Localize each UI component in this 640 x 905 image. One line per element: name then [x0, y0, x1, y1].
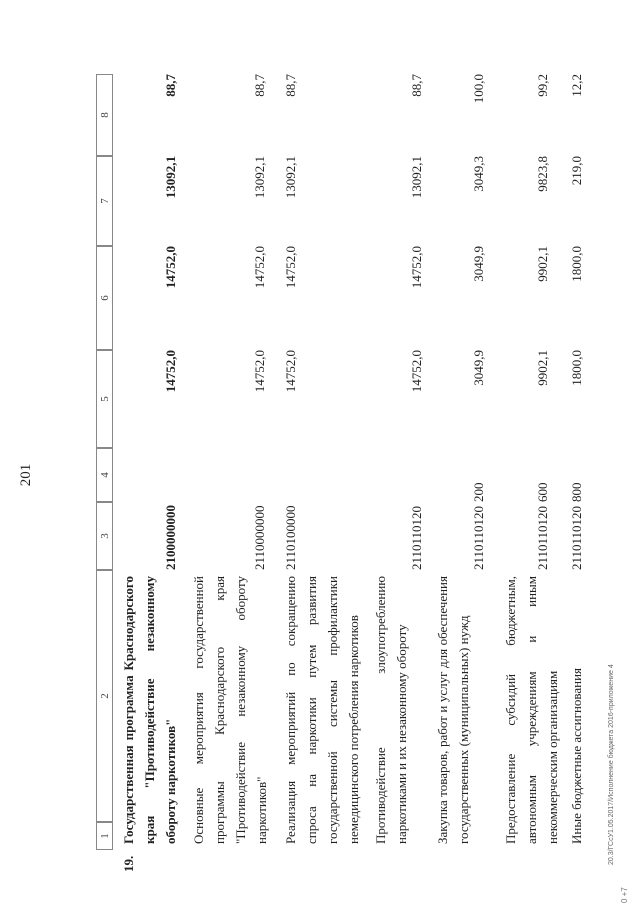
row-col5: 9902,1	[535, 350, 550, 386]
row-col5: 3049,9	[471, 350, 486, 386]
row-code: 2110110120	[471, 505, 486, 570]
row-col7: 3049,3	[471, 156, 486, 192]
row-col8: 100,0	[471, 74, 486, 104]
row-code: 2100000000	[163, 505, 178, 570]
row-col7: 9823,8	[535, 156, 550, 192]
header-col-2: 2	[96, 570, 113, 822]
header-col-6: 6	[96, 246, 113, 350]
row-col6: 1800,0	[569, 246, 584, 282]
row-col5: 14752,0	[163, 350, 178, 393]
row-vr: 800	[569, 482, 584, 502]
row-col6: 14752,0	[283, 246, 298, 289]
table-row	[188, 50, 280, 850]
footer-file-path: 20.3/ГСсУ1.05.2017/Исполнение бюджета 2016-приложение 4	[608, 664, 615, 865]
row-col8: 88,7	[409, 74, 424, 97]
row-name: Противодействие злоупотреблению наркотиками и их незаконному обороту	[373, 576, 409, 844]
row-col7: 13092,1	[283, 156, 298, 199]
row-col6: 14752,0	[409, 246, 424, 289]
row-col7: 219,0	[569, 156, 584, 186]
row-name: Государственная программа Краснодарского края "Противодействие незаконному обороту наркотиков"	[121, 576, 178, 844]
row-col6: 9902,1	[535, 246, 550, 282]
header-col-7: 7	[96, 156, 113, 246]
header-col-3: 3	[96, 502, 113, 570]
row-name: Закупка товаров, работ и услуг для обеспечения государственных (муниципальных) нужд	[435, 576, 471, 844]
row-col5: 14752,0	[409, 350, 424, 393]
table-row	[280, 50, 370, 850]
row-col5: 14752,0	[252, 350, 267, 393]
table-header	[96, 50, 115, 850]
row-index: 19.	[121, 855, 136, 872]
row-col8: 88,7	[163, 74, 178, 97]
row-col7: 13092,1	[163, 156, 178, 199]
row-code: 2110110120	[535, 505, 550, 570]
row-vr: 200	[471, 482, 486, 502]
row-name: Иные бюджетные ассигнования	[569, 667, 584, 844]
page-number: 201	[18, 463, 34, 487]
header-col-5: 5	[96, 350, 113, 448]
row-col7: 13092,1	[252, 156, 267, 199]
table-row	[118, 50, 188, 872]
header-col-1: 1	[96, 822, 113, 850]
row-vr: 600	[535, 482, 550, 502]
row-col7: 13092,1	[409, 156, 424, 199]
row-code: 2110000000	[252, 505, 267, 570]
row-name: Основные мероприятия государственной программы Краснодарского края "Противодействие незаконному обороту наркотиков"	[191, 576, 269, 844]
header-col-4: 4	[96, 448, 113, 502]
corner-mark: 0 +7	[620, 887, 629, 903]
row-col6: 3049,9	[471, 246, 486, 282]
row-name: Предоставление субсидий бюджетным, автономным учреждениям и иным некоммерческим организациям	[503, 576, 560, 844]
header-col-8: 8	[96, 74, 113, 156]
row-col8: 88,7	[252, 74, 267, 97]
table-row	[566, 50, 590, 850]
row-col8: 88,7	[283, 74, 298, 97]
row-col8: 12,2	[569, 74, 584, 97]
table-row	[370, 50, 428, 850]
row-col6: 14752,0	[252, 246, 267, 289]
row-code: 2110110120	[569, 505, 584, 570]
row-code: 2110100000	[283, 505, 298, 570]
table-row	[432, 50, 500, 850]
row-col5: 1800,0	[569, 350, 584, 386]
row-col6: 14752,0	[163, 246, 178, 289]
row-col8: 99,2	[535, 74, 550, 97]
table-row	[500, 50, 566, 850]
row-name: Реализация мероприятий по сокращению спроса на наркотики путем развития государственной системы профилактики немедицинского потребления наркотиков	[283, 576, 361, 844]
row-code: 2110110120	[409, 505, 424, 570]
row-col5: 14752,0	[283, 350, 298, 393]
